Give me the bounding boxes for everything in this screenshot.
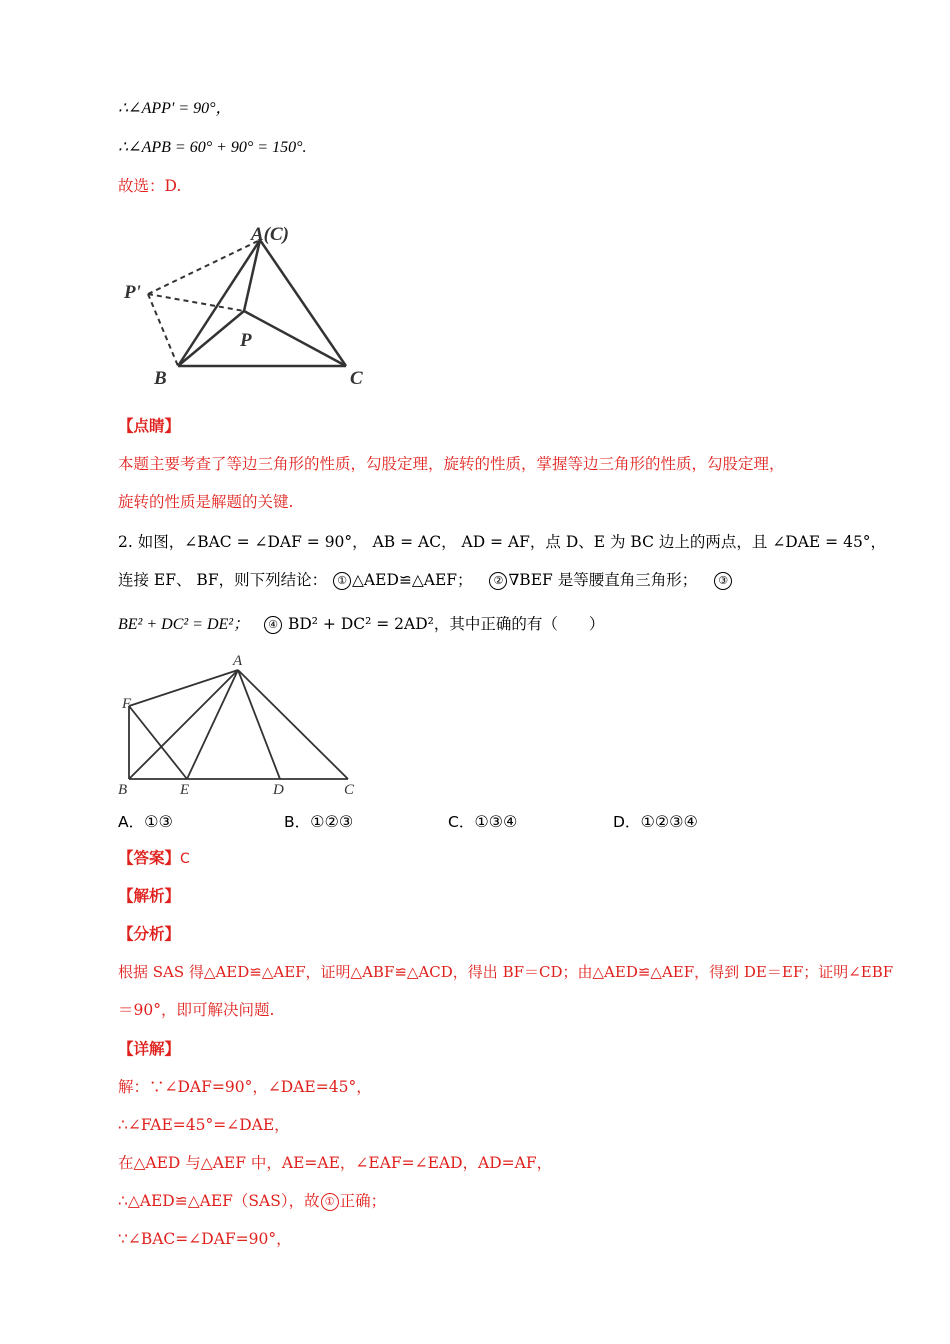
dianjing-heading: 【点睛】 (118, 416, 181, 435)
figure-isosceles-right-triangle (110, 652, 360, 802)
label-c: C (344, 782, 355, 798)
circle-2: ② (489, 572, 507, 590)
label-e: E (180, 782, 190, 798)
edge-cp (244, 311, 346, 366)
fenxi-body-1: 根据 SAS 得△AED≌△AEF，证明△ABF≌△ACD，得出 BF＝CD；由△AED≌△AEF，得到 DE＝EF；证明∠EBF (118, 963, 894, 981)
jiexi-heading: 【解析】 (118, 886, 181, 905)
circle-4: ④ (264, 616, 282, 634)
dianjing-body-2: 旋转的性质是解题的关键. (118, 493, 294, 511)
circle-3: ③ (714, 572, 732, 590)
option-b[interactable]: B．①②③ (284, 812, 354, 831)
label-f: F (122, 696, 132, 712)
option-a[interactable]: A．①③ (118, 812, 173, 831)
answer-line: 【答案】C (118, 848, 190, 867)
edge-ef (129, 706, 187, 779)
q2-stem-line-1: 2. 如图，∠BAC = ∠DAF = 90°， AB = AC， AD = AF，点 D、E 为 BC 边上的两点，且 ∠DAE = 45°， (118, 533, 887, 551)
circle-1: ① (333, 572, 351, 590)
figure-rotation-triangle (118, 218, 388, 393)
detail-line-1: 解：∵∠DAF=90°，∠DAE=45°， (118, 1078, 372, 1096)
label-b: B (118, 782, 128, 798)
dianjing-body-1: 本题主要考查了等边三角形的性质，勾股定理，旋转的性质，掌握等边三角形的性质，勾股定理， (118, 455, 785, 473)
label-p: P (240, 330, 252, 351)
option-c[interactable]: C．①③④ (448, 812, 518, 831)
step-apb-150: ∴∠APB = 60° + 90° = 150°. (118, 139, 307, 156)
label-c: C (350, 368, 363, 389)
circle-1-red: ① (321, 1193, 339, 1211)
edge-af (129, 670, 238, 706)
edge-ad (238, 670, 280, 779)
q2-stem-line-3: BE² + DC² = DE²； ④ BD² + DC² = 2AD²，其中正确的有（ ） (118, 615, 605, 633)
step-app-90: ∴∠APP' = 90°， (118, 100, 232, 117)
label-p1: P' (124, 282, 141, 303)
detail-line-5: ∵∠BAC=∠DAF=90°， (118, 1230, 292, 1248)
edge-ae (187, 670, 238, 779)
dashed-p1-b (148, 294, 178, 366)
fenxi-body-2: ＝90°，即可解决问题. (118, 1001, 275, 1019)
label-a: A (233, 653, 243, 669)
option-d[interactable]: D．①②③④ (613, 812, 698, 831)
fenxi-heading: 【分析】 (118, 924, 181, 943)
detail-line-2: ∴∠FAE=45°=∠DAE， (118, 1116, 290, 1134)
edge-ac (260, 240, 346, 366)
edge-bp (178, 311, 244, 366)
xiangjie-heading: 【详解】 (118, 1039, 181, 1058)
label-a: A(C) (251, 224, 289, 245)
edge-ac (238, 670, 348, 779)
detail-line-4: ∴△AED≌△AEF（SAS），故 ① 正确； (118, 1192, 387, 1210)
dashed-p1-p (148, 294, 244, 311)
label-b: B (154, 368, 167, 389)
label-d: D (273, 782, 284, 798)
edge-ab (129, 670, 238, 779)
q2-stem-line-2: 连接 EF、 BF，则下列结论： ① △AED≌△AEF； ② ∇BEF 是等腰直角三角形； ③ (118, 569, 733, 591)
choice-text: 故选：D. (118, 177, 182, 195)
detail-line-3: 在△AED 与△AEF 中，AE=AE，∠EAF=∠EAD，AD=AF， (118, 1154, 553, 1172)
